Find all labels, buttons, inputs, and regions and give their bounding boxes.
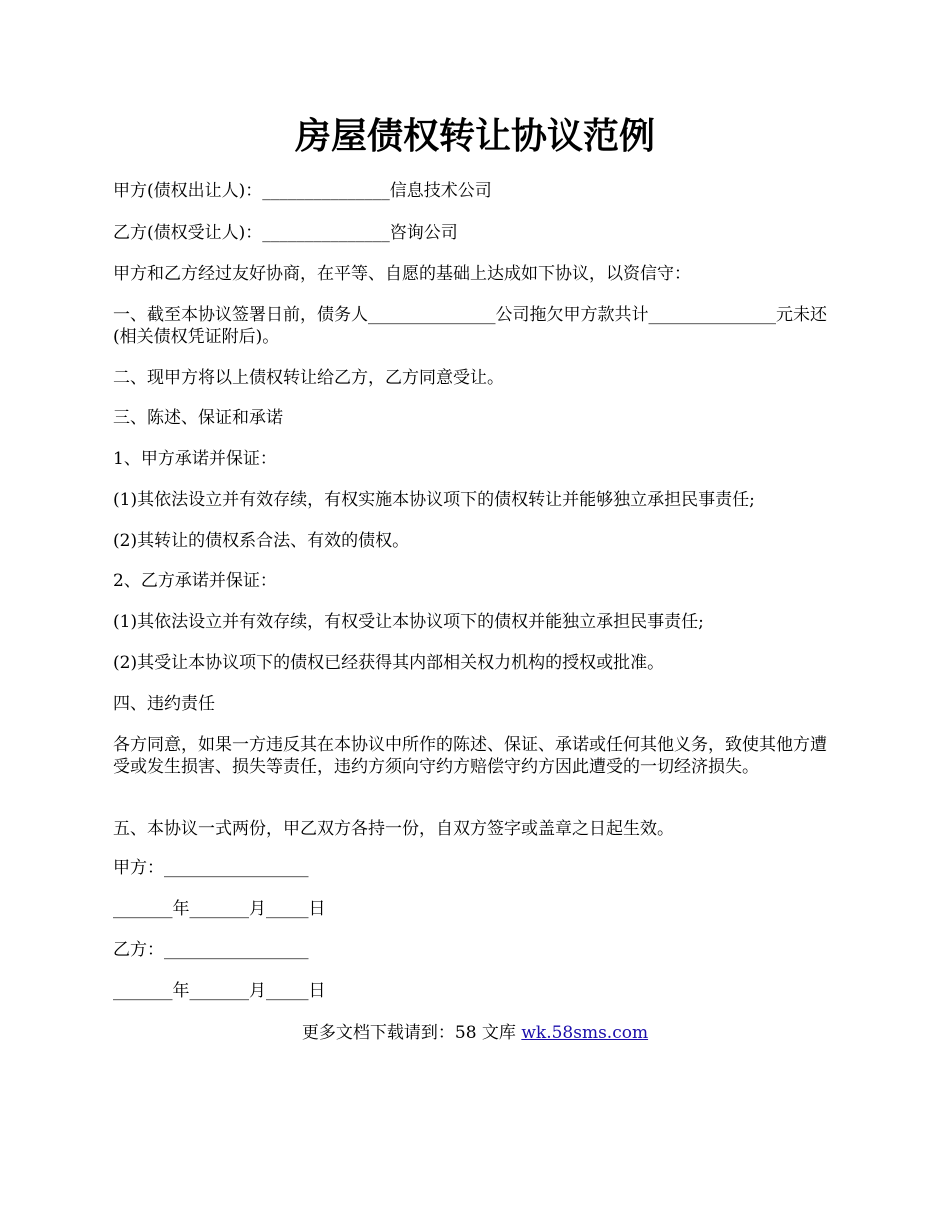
footer-text: 更多文档下载请到：58 文库 [301,1023,522,1043]
clause-3-2-item-1: (1)其依法设立并有效存续，有权受让本协议项下的债权并能独立承担民事责任; [113,612,704,632]
clause-5: 五、本协议一式两份，甲乙双方各持一份，自双方签字或盖章之日起生效。 [113,819,674,839]
party-b-date: _______年_______月_____日 [113,981,326,1001]
clause-3-1-item-2: (2)其转让的债权系合法、有效的债权。 [113,531,410,551]
footer-link[interactable]: wk.58sms.com [521,1023,649,1043]
clause-1: 一、截至本协议签署日前，债务人_______________公司拖欠甲方款共计_______________元未还(相关债权凭证附后)。 [113,305,827,347]
clause-4-body: 各方同意，如果一方违反其在本协议中所作的陈述、保证、承诺或任何其他义务，致使其他方遭受或发生损害、损失等责任，违约方须向守约方赔偿守约方因此遭受的一切经济损失。 [113,735,827,777]
party-b-line: 乙方(债权受让人)：_______________咨询公司 [113,223,458,243]
clause-3-2-heading: 2、乙方承诺并保证： [113,571,277,591]
clause-3-heading: 三、陈述、保证和承诺 [113,408,283,428]
preamble: 甲方和乙方经过友好协商，在平等、自愿的基础上达成如下协议，以资信守： [113,264,691,284]
party-a-signature: 甲方：_________________ [113,858,309,878]
clause-3-2-item-2: (2)其受让本协议项下的债权已经获得其内部相关权力机构的授权或批准。 [113,653,665,673]
clause-4-heading: 四、违约责任 [113,694,215,714]
document-title: 房屋债权转让协议范例 [294,115,655,157]
party-b-signature: 乙方：_________________ [113,940,309,960]
party-a-line: 甲方(债权出让人)：_______________信息技术公司 [113,181,492,201]
footer [0,1022,950,1044]
clause-3-1-item-1: (1)其依法设立并有效存续，有权实施本协议项下的债权转让并能够独立承担民事责任; [113,490,755,510]
party-a-date: _______年_______月_____日 [113,899,326,919]
clause-2: 二、现甲方将以上债权转让给乙方，乙方同意受让。 [113,368,504,388]
clause-3-1-heading: 1、甲方承诺并保证： [113,449,277,469]
